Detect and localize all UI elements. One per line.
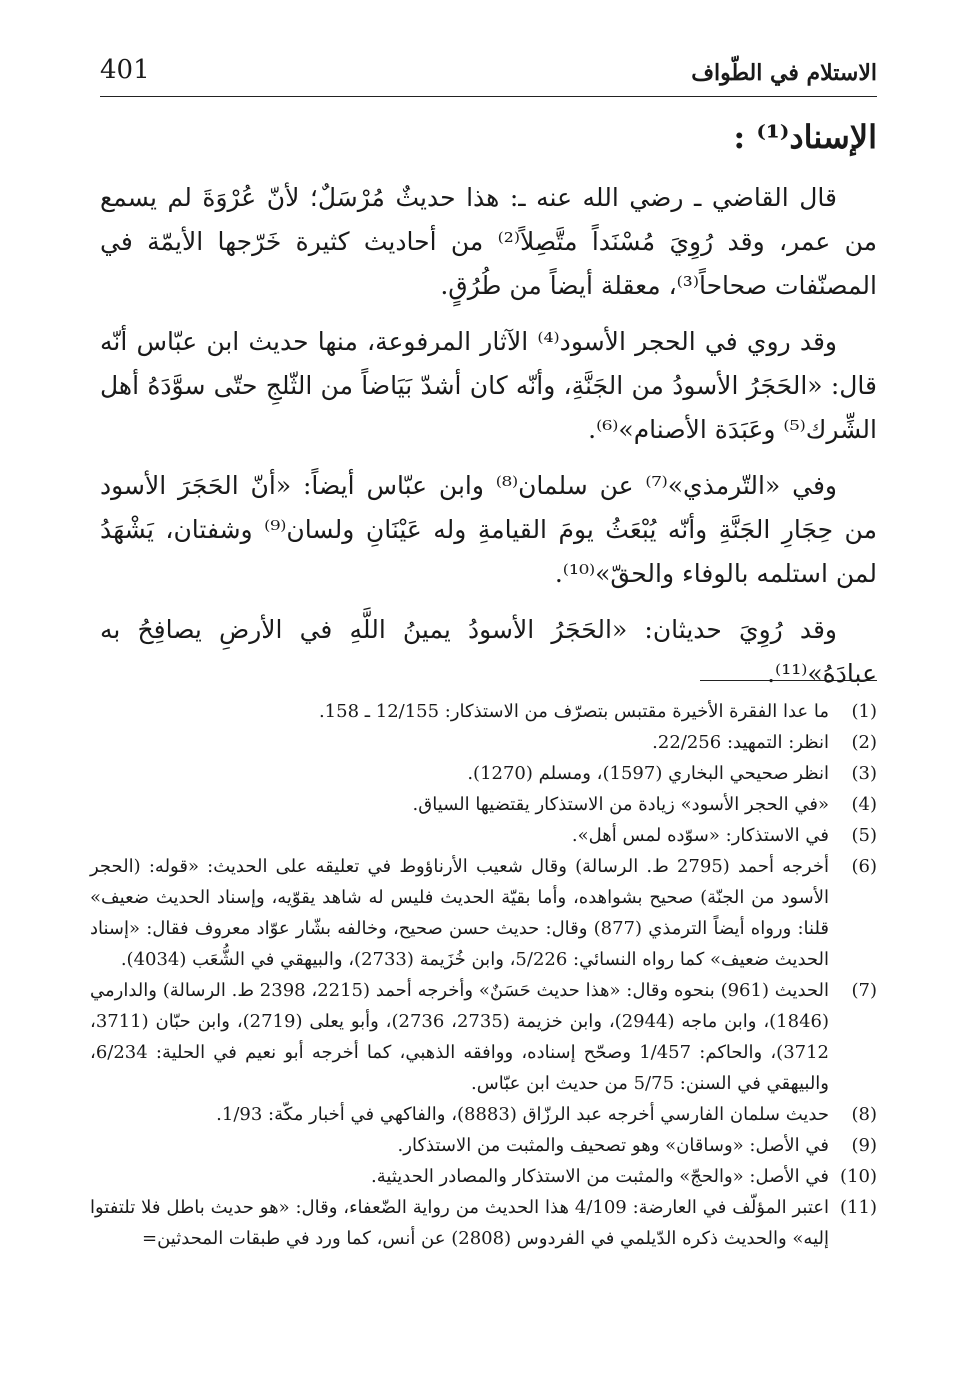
- page-number: 401: [100, 55, 150, 85]
- footnote: [90, 696, 877, 727]
- footnote: [90, 1130, 877, 1161]
- footnote: [90, 820, 877, 851]
- footnote: [90, 727, 877, 758]
- header-rule: [100, 96, 877, 97]
- footnote-number: (4): [851, 794, 877, 815]
- paragraph: وقد رُوِيَ حديثان: «الحَجَرُ الأسودُ يمينُ اللَّهِ في الأرضِ يصافِحُ به عبادَهُ»⁽¹¹⁾.: [100, 615, 877, 688]
- footnote-number: (2): [851, 732, 877, 753]
- footnote-text: في الاستذكار: «سوّده لمس أهل».: [571, 825, 829, 846]
- footnote-number: (10): [840, 1166, 877, 1187]
- footnote: [90, 975, 877, 1099]
- footnote-number: (7): [851, 980, 877, 1001]
- running-head: الاستلام في الطّواف: [691, 60, 877, 86]
- section-title: الإسناد⁽¹⁾ :: [733, 118, 877, 156]
- footnote-text: انظر: التمهيد: 22/256.: [652, 732, 829, 753]
- footnote-number: (8): [851, 1104, 877, 1125]
- footnote: [90, 1099, 877, 1130]
- footnote-rule: [700, 680, 877, 681]
- footnote-number: (3): [851, 763, 877, 784]
- footnote-text: في الأصل: «وساقان» وهو تصحيف والمثبت من الاستذكار.: [397, 1135, 829, 1156]
- footnote: [90, 789, 877, 820]
- footnote-number: (11): [840, 1197, 877, 1218]
- footnote-number: (5): [851, 825, 877, 846]
- footnote-text: اعتبر المؤلّف في العارضة: 4/109 هذا الحديث من رواية الضّعفاء، وقال: «هو حديث باطل فلا تلتفتوا إليه» والحديث ذكره الدّيلمي في الفردوس (2808) عن أنس، كما ورد في طبقات المحدثين=: [90, 1197, 830, 1249]
- body-text: [100, 176, 877, 708]
- paragraph: وقد روي في الحجر الأسود⁽⁴⁾ الآثار المرفوعة، منها حديث ابن عبّاس أنّه قال: «الحَجَرُ الأسودُ من الجَنَّةِ، وأنّه كان أشدّ بَيَاضاً من الثّلجِ حتّى سوَّدَهُ أهل الشِّرك⁽⁵⁾ وعَبَدَة الأصنام»⁽⁶⁾.: [100, 327, 877, 444]
- footnotes: [90, 696, 877, 1254]
- paragraph: وفي «التّرمذي»⁽⁷⁾ عن سلمان⁽⁸⁾ وابن عبّاس أيضاً: «أنّ الحَجَرَ الأسود من حِجَارِ الجَنَّةِ وأنّه يُبْعَثُ يومَ القيامةِ وله عَيْنَانِ ولسان⁽⁹⁾ وشفتان، يَشْهَدُ لمن استلمه بالوفاء والحقّ»⁽¹⁰⁾.: [100, 471, 877, 588]
- footnote: [90, 1161, 877, 1192]
- footnote-text: الحديث (961) بنحوه وقال: «هذا حديث حَسَنٌ» وأخرجه أحمد (2215، 2398 ط. الرسالة) والدارمي (1846)، وابن ماجه (2944)، وابن خزيمة (2735، 2736)، وأبو يعلى (2719)، وابن حبّان (3711، 3712)، والحاكم: 1/457 وصحّح إسناده، ووافقه الذهبي، كما أخرجه أبو نعيم في الحلية: 6/234، والبيهقي في السنن: 5/75 من حديث ابن عبّاس.: [90, 980, 830, 1094]
- footnote-number: (6): [851, 856, 877, 877]
- footnote-text: في الأصل: «والحجّ» والمثبت من الاستذكار والمصادر الحديثية.: [371, 1166, 829, 1187]
- footnote-text: انظر صحيحي البخاري (1597)، ومسلم (1270).: [467, 763, 829, 784]
- footnote-text: حديث سلمان الفارسي أخرجه عبد الرزّاق (8883)، والفاكهي في أخبار مكّة: 1/93.: [216, 1104, 829, 1125]
- footnote: [90, 851, 877, 975]
- paragraph: قال القاضي ـ رضي الله عنه ـ: هذا حديثٌ مُرْسَلٌ؛ لأنّ عُرْوَةَ لم يسمع من عمر، وقد رُوِيَ مُسْنَداً متَّصِلاً⁽²⁾ من أحاديث كثيرة خَرّجها الأيمّة في المصنّفات صحاحاً⁽³⁾، معقلة أيضاً من طُرُقٍ.: [100, 183, 877, 300]
- footnote-number: (9): [851, 1135, 877, 1156]
- footnote-text: «في الحجر الأسود» زيادة من الاستذكار يقتضيها السياق.: [412, 794, 829, 815]
- footnote-text: أخرجه أحمد (2795 ط. الرسالة) وقال شعيب الأرناؤوط في تعليقه على الحديث: «قوله: (الحجر الأسود من الجنّة) صحيح بشواهده، وأما بقيّة الحديث فليس له شاهد يقوّيه، وإسناد الحديث ضعيف» قلنا: ورواه أيضاً الترمذي (877) وقال: حديث حسن صحيح، وخالفه بشّار عوّاد معروف فقال: «إسناد الحديث ضعيف» كما رواه النسائي: 5/226، وابن خُزَيمة (2733)، والبيهقي في الشُّعَب (4034).: [90, 856, 830, 970]
- footnote: [90, 758, 877, 789]
- footnote: [90, 1192, 877, 1254]
- footnote-number: (1): [851, 701, 877, 722]
- footnote-text: ما عدا الفقرة الأخيرة مقتبس بتصرّف من الاستذكار: 12/155 ـ 158.: [318, 701, 829, 722]
